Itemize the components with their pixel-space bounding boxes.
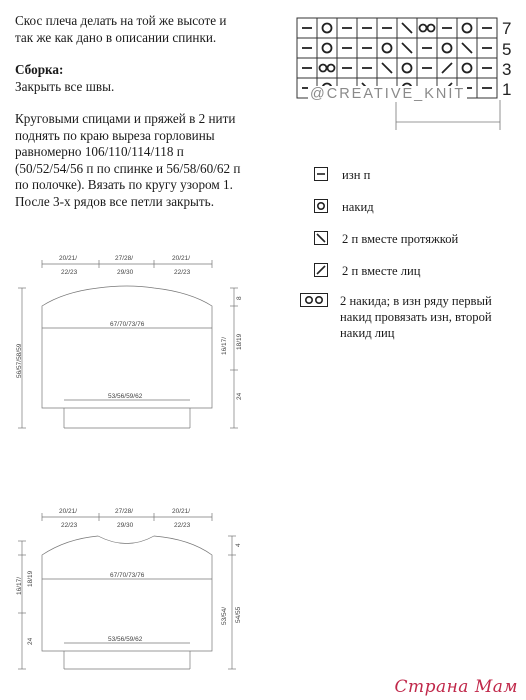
chart-cell-ssk bbox=[457, 38, 477, 58]
double-yarn-over-icon bbox=[300, 293, 328, 307]
row-number: 7 bbox=[502, 19, 512, 38]
chart-cell-purl bbox=[477, 58, 497, 78]
k2tog-icon bbox=[314, 263, 328, 277]
chart-cell-purl bbox=[297, 38, 317, 58]
chart-cell-ssk bbox=[397, 38, 417, 58]
dim-text: 22/23 bbox=[61, 269, 78, 276]
chart-cell-purl bbox=[297, 58, 317, 78]
dim-text: 27/28/ bbox=[115, 508, 134, 515]
dim-text: 22/23 bbox=[61, 522, 78, 529]
assembly-section bbox=[15, 62, 295, 210]
legend-label: накид bbox=[342, 200, 374, 214]
row-number: 3 bbox=[502, 60, 512, 79]
chart-cell-purl bbox=[437, 18, 457, 38]
intro-text bbox=[15, 13, 285, 46]
dim-text: 54/55 bbox=[235, 606, 242, 623]
chart-cell-purl bbox=[417, 58, 437, 78]
assembly-line: по полочке). Вязать по кругу узором 1. bbox=[15, 177, 233, 192]
chart-row-numbers bbox=[502, 19, 511, 99]
chart-cell-purl bbox=[357, 18, 377, 38]
legend-item-double-yarn-over bbox=[300, 293, 510, 341]
legend-item-purl bbox=[314, 167, 370, 183]
chart-cell-purl bbox=[477, 38, 497, 58]
chart-cell-yo bbox=[317, 18, 337, 38]
dim-text: 67/70/73/76 bbox=[110, 572, 145, 579]
dim-text: 67/70/73/76 bbox=[110, 321, 145, 328]
schematic-back bbox=[14, 250, 254, 440]
chart-cell-purl bbox=[417, 38, 437, 58]
knitting-chart bbox=[295, 12, 520, 132]
dim-text: 16/17/ bbox=[16, 576, 23, 595]
legend-item-ssk bbox=[314, 231, 458, 247]
dim-text: 18/19 bbox=[236, 333, 243, 350]
chart-cell-purl bbox=[337, 38, 357, 58]
chart-cell-yo2 bbox=[417, 18, 437, 38]
dim-text: 24 bbox=[27, 637, 34, 645]
chart-cell-purl bbox=[297, 18, 317, 38]
chart-cell-yo bbox=[437, 38, 457, 58]
chart-cell-purl bbox=[357, 38, 377, 58]
legend-label: 2 п вместе протяжкой bbox=[342, 232, 459, 246]
chart-cell-purl bbox=[477, 18, 497, 38]
creative-knit-handle: @CREATIVE_KNIT bbox=[310, 86, 466, 102]
legend-item-k2tog bbox=[314, 263, 421, 279]
site-watermark: Страна Мам bbox=[394, 677, 518, 697]
legend-label: 2 накида; в изн ряду первый накид провязать изн, второй накид лиц bbox=[340, 294, 492, 340]
assembly-line: равномерно 106/110/114/118 п bbox=[15, 144, 184, 159]
chart-cell-ssk bbox=[377, 58, 397, 78]
assembly-line: Круговыми спицами и пряжей в 2 нити bbox=[15, 111, 236, 126]
assembly-line: После 3-х рядов все петли закрыть. bbox=[15, 193, 214, 209]
dim-text: 20/21/ bbox=[172, 508, 191, 515]
legend-label: изн п bbox=[342, 168, 371, 182]
legend-label: 2 п вместе лиц bbox=[342, 264, 421, 278]
yarn-over-icon bbox=[314, 199, 328, 213]
dim-text: 22/23 bbox=[174, 522, 191, 529]
intro-line: Скос плеча делать на той же высоте и bbox=[15, 13, 227, 28]
row-number: 5 bbox=[502, 40, 512, 59]
dim-text: 8 bbox=[236, 296, 243, 300]
legend-item-yarn-over bbox=[314, 199, 374, 215]
chart-cell-yo bbox=[457, 18, 477, 38]
dim-text: 53/56/59/62 bbox=[108, 636, 143, 643]
assembly-line: поднять по краю выреза горловины bbox=[15, 127, 215, 143]
dim-text: 20/21/ bbox=[172, 255, 191, 262]
dim-text: 4 bbox=[235, 543, 242, 547]
assembly-line: (50/52/54/56 п по спинке и 56/58/60/62 п bbox=[15, 160, 241, 176]
chart-cell-purl bbox=[337, 58, 357, 78]
dim-text: 16/17/ bbox=[221, 336, 228, 355]
chart-cell-k2tog bbox=[437, 58, 457, 78]
chart-cell-purl bbox=[477, 78, 497, 98]
dim-text: 53/54/ bbox=[221, 606, 228, 625]
dim-text: 24 bbox=[236, 392, 243, 400]
chart-cell-yo bbox=[457, 58, 477, 78]
chart-cell-yo2 bbox=[317, 58, 337, 78]
dim-text: 29/30 bbox=[117, 522, 134, 529]
intro-line: так же как дано в описании спинки. bbox=[15, 29, 217, 45]
chart-cell-purl bbox=[377, 18, 397, 38]
chart-cell-yo bbox=[317, 38, 337, 58]
dim-text: 20/21/ bbox=[59, 255, 78, 262]
dim-text: 22/23 bbox=[174, 269, 191, 276]
assembly-sub: Закрыть все швы. bbox=[15, 78, 115, 94]
dim-text: 29/30 bbox=[117, 269, 134, 276]
chart-cell-yo bbox=[377, 38, 397, 58]
dim-text: 20/21/ bbox=[59, 508, 78, 515]
row-number: 1 bbox=[502, 80, 512, 99]
chart-cell-purl bbox=[357, 58, 377, 78]
dim-text: 27/28/ bbox=[115, 255, 134, 262]
dim-text: 56/57/58/59 bbox=[16, 343, 23, 378]
chart-cell-purl bbox=[337, 18, 357, 38]
assembly-heading: Сборка: bbox=[15, 62, 64, 77]
dim-text: 18/19 bbox=[27, 570, 34, 587]
purl-icon bbox=[314, 167, 328, 181]
ssk-icon bbox=[314, 231, 328, 245]
dim-text: 53/56/59/62 bbox=[108, 393, 143, 400]
chart-cell-ssk bbox=[397, 18, 417, 38]
chart-cell-yo bbox=[397, 58, 417, 78]
schematic-front bbox=[14, 503, 254, 678]
